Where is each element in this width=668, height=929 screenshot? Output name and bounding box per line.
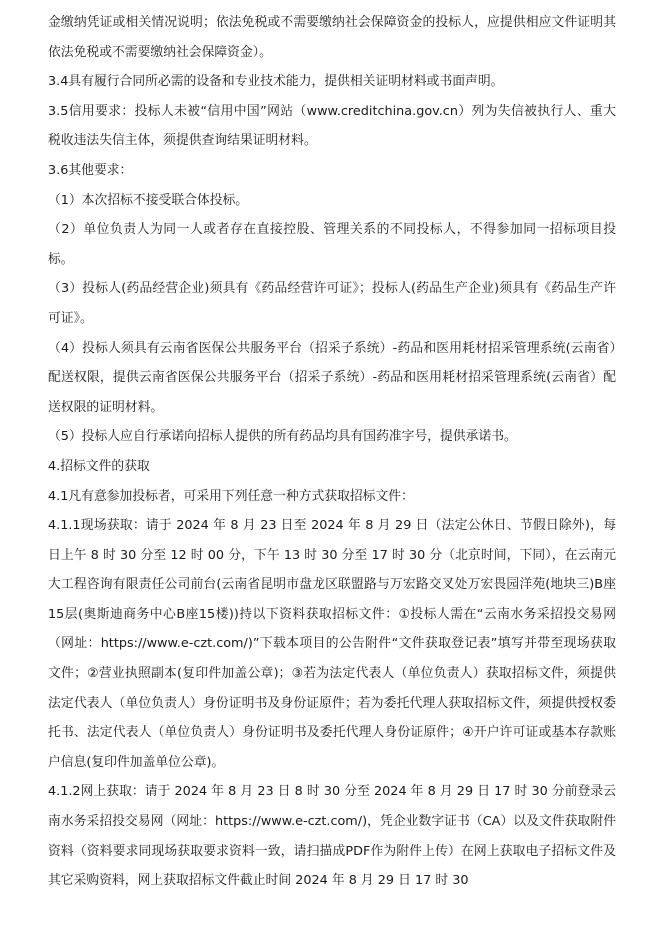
list-item-3-licenses: （3）投标人(药品经营企业)须具有《药品经营许可证》；投标人(药品生产企业)须具有《药品生产许可证》。 [48,281,616,326]
paragraph-4-1-2-online: 4.1.2网上获取：请于 2024 年 8 月 23 日 8 时 30 分至 2024 年 8 月 29 日 17 时 30 分前登录云南水务采招投交易网（网址：https://www.e-czt.com/)，凭企业数字证书（CA）以及文件获取附件资料（资料要求同现场获取要求资料一致，请扫描成PDF作为附件上传）在网上获取电子招标文件及其它采购资料，网上获取招标文件截止时间 2024 年 8 月 29 日 17 时 30 [48,784,616,889]
list-item-4-distribution-rights: （4）投标人须具有云南省医保公共服务平台（招采子系统）-药品和医用耗材招采管理系统(云南省）配送权限，提供云南省医保公共服务平台（招采子系统）-药品和医用耗材招采管理系统(云南省）配送权限的证明材料。 [48,340,616,415]
list-item-1-no-consortium: （1）本次招标不接受联合体投标。 [48,192,249,208]
paragraph-4-1: 4.1凡有意参加投标者，可采用下列任意一种方式获取招标文件： [48,488,414,504]
paragraph-3-5-credit: 3.5信用要求：投标人未被“信用中国”网站（www.creditchina.gov.cn）列为失信被执行人、重大税收违法失信主体，须提供查询结果证明材料。 [48,103,616,149]
list-item-2-related-bidders: （2）单位负责人为同一人或者存在直接控股、管理关系的不同投标人，不得参加同一招标项目投标。 [48,222,616,267]
paragraph-3-4-equipment: 3.4具有履行合同所必需的设备和专业技术能力，提供相关证明材料或书面声明。 [48,74,504,90]
section-4-heading: 4.招标文件的获取 [48,458,150,474]
paragraph-3-6-heading: 3.6其他要求： [48,162,133,178]
paragraph-social-security-proof: 金缴纳凭证或相关情况说明；依法免税或不需要缴纳社会保障资金的投标人，应提供相应文件证明其依法免税或不需要缴纳社会保障资金）。 [48,15,616,60]
list-item-5-commitment: （5）投标人应自行承诺向招标人提供的所有药品均具有国药准字号，提供承诺书。 [48,429,517,445]
paragraph-4-1-1-onsite: 4.1.1现场获取：请于 2024 年 8 月 23 日至 2024 年 8 月 29 日（法定公休日、节假日除外)，每日上午 8 时 30 分至 12 时 00 分，下午 13 时 30 分至 17 时 30 分（北京时间，下同），在云南元大工程咨询有限责任公司前台(云南省昆明市盘龙区联盟路与万宏路交叉处万宏畏园洋苑(地块三)B座15层(奥斯迪商务中心B座15楼))持以下资料获取招标文件：①投标人需在“云南水务采招投交易网（网址：https://www.e-czt.com/)”下载本项目的公告附件“文件获取登记表”填写并带至现场获取文件；②营业执照副本(复印件加盖公章)；③若为法定代表人（单位负责人）获取招标文件，须提供法定代表人（单位负责人）身份证明书及身份证原件；若为委托代理人获取招标文件，须提供授权委托书、法定代表人（单位负责人）身份证明书及委托代理人身份证原件；④开户许可证或基本存款账户信息(复印件加盖单位公章)。 [48,518,616,770]
